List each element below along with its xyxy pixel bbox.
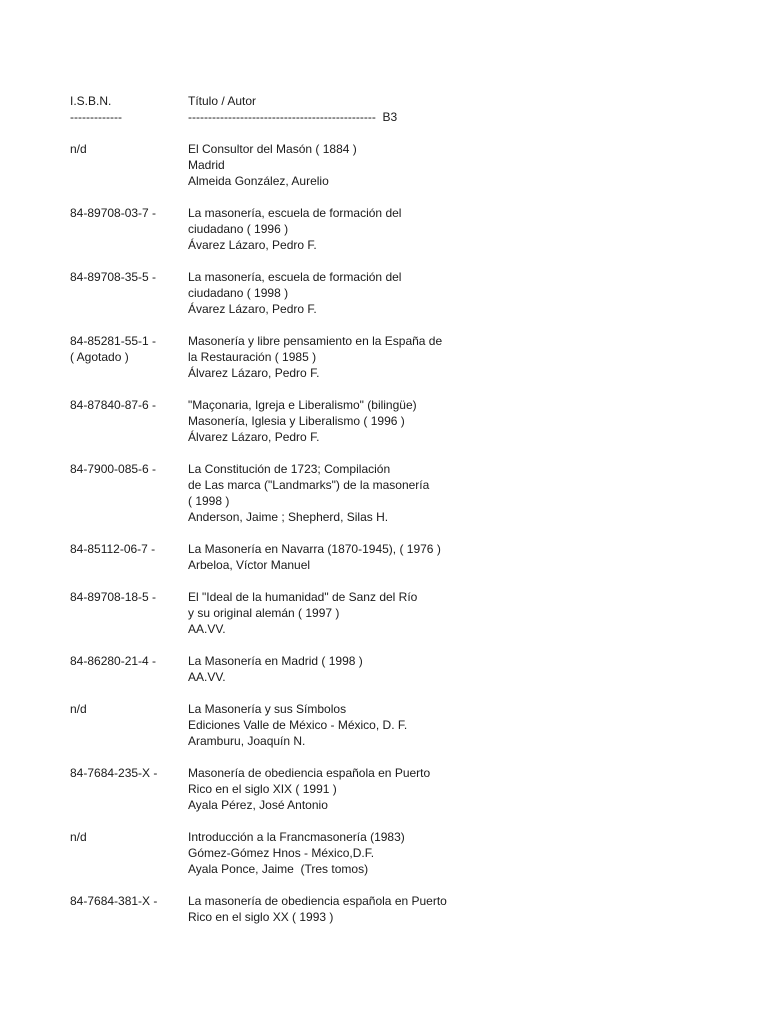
title-author-line: Rico en el siglo XIX ( 1991 ) [188, 782, 337, 796]
title-author-line: de Las marca ("Landmarks") de la masonería [188, 478, 430, 492]
title-author-line: Almeida González, Aurelio [188, 174, 329, 188]
isbn-text: 84-89708-35-5 - [70, 270, 157, 284]
title-author-cell [188, 205, 488, 253]
book-entry [70, 701, 710, 749]
title-author-cell [188, 829, 488, 877]
book-entry [70, 541, 710, 573]
title-author-line: La Masonería en Navarra (1870-1945), ( 1976 ) [188, 542, 441, 556]
isbn-cell [70, 269, 188, 285]
title-author-cell [188, 653, 488, 685]
isbn-text: 84-85112-06-7 - [70, 542, 156, 556]
title-author-line: "Maçonaria, Igreja e Liberalismo" (bilingüe) [188, 398, 417, 412]
title-author-line: Anderson, Jaime ; Shepherd, Silas H. [188, 510, 389, 524]
isbn-cell [70, 541, 188, 557]
isbn-column-label: I.S.B.N. [70, 94, 112, 108]
title-author-line: Madrid [188, 158, 225, 172]
title-author-line: La masonería de obediencia española en Puerto [188, 894, 447, 908]
title-author-line: La masonería, escuela de formación del [188, 206, 402, 220]
title-author-cell [188, 765, 488, 813]
book-entry [70, 893, 710, 925]
title-author-line: Masonería de obediencia española en Puerto [188, 766, 431, 780]
title-author-line: Rico en el siglo XX ( 1993 ) [188, 910, 334, 924]
isbn-column-rule: ------------- [70, 110, 122, 124]
title-author-line: ( 1998 ) [188, 494, 230, 508]
title-author-cell [188, 589, 488, 637]
title-author-cell [188, 701, 488, 749]
isbn-cell [70, 461, 188, 477]
book-entry [70, 653, 710, 685]
book-entry [70, 829, 710, 877]
isbn-cell [70, 701, 188, 717]
isbn-cell [70, 205, 188, 221]
title-author-line: Álvarez Lázaro, Pedro F. [188, 366, 320, 380]
column-header [70, 93, 710, 125]
header-rule-row [70, 109, 710, 125]
title-column-rule: ----------------------------------------------- B3 [188, 110, 398, 124]
title-author-line: Álvarez Lázaro, Pedro F. [188, 430, 320, 444]
title-author-line: AA.VV. [188, 622, 226, 636]
book-entry [70, 141, 710, 189]
book-list [70, 141, 710, 941]
title-author-line: Ayala Pérez, José Antonio [188, 798, 328, 812]
book-entry [70, 461, 710, 525]
isbn-text: 84-87840-87-6 - [70, 398, 157, 412]
title-author-line: Ediciones Valle de México - México, D. F. [188, 718, 408, 732]
title-author-cell [188, 541, 488, 573]
title-author-cell [188, 333, 488, 381]
isbn-text: 84-85281-55-1 - [70, 334, 157, 348]
title-author-cell [188, 461, 488, 525]
title-author-line: Introducción a la Francmasonería (1983) [188, 830, 405, 844]
title-author-line: Ávarez Lázaro, Pedro F. [188, 302, 317, 316]
isbn-cell [70, 653, 188, 669]
title-author-line: Masonería y libre pensamiento en la España de [188, 334, 443, 348]
book-entry [70, 205, 710, 253]
title-author-line: La Masonería y sus Símbolos [188, 702, 347, 716]
isbn-text: 84-86280-21-4 - [70, 654, 157, 668]
title-author-line: ciudadano ( 1996 ) [188, 222, 289, 236]
title-author-line: y su original alemán ( 1997 ) [188, 606, 340, 620]
title-author-line: El "Ideal de la humanidad" de Sanz del Río [188, 590, 418, 604]
isbn-cell [70, 765, 188, 781]
isbn-text: n/d [70, 142, 87, 156]
isbn-text: 84-7900-085-6 - [70, 462, 157, 476]
header-labels-row [70, 93, 710, 109]
isbn-cell [70, 333, 188, 365]
title-author-line: La Masonería en Madrid ( 1998 ) [188, 654, 363, 668]
title-column-label: Título / Autor [188, 94, 257, 108]
title-author-line: AA.VV. [188, 670, 226, 684]
title-author-line: la Restauración ( 1985 ) [188, 350, 317, 364]
isbn-text: 84-7684-235-X - [70, 766, 158, 780]
title-author-line: Aramburu, Joaquín N. [188, 734, 306, 748]
title-author-line: ciudadano ( 1998 ) [188, 286, 289, 300]
title-author-line: El Consultor del Masón ( 1884 ) [188, 142, 357, 156]
isbn-text: n/d [70, 702, 87, 716]
title-author-line: Masonería, Iglesia y Liberalismo ( 1996 ) [188, 414, 405, 428]
isbn-cell [70, 893, 188, 909]
title-author-cell [188, 141, 488, 189]
title-author-cell [188, 397, 488, 445]
isbn-cell [70, 397, 188, 413]
isbn-cell [70, 829, 188, 845]
book-entry [70, 397, 710, 445]
book-entry [70, 269, 710, 317]
title-author-cell [188, 893, 488, 925]
title-author-line: La Constitución de 1723; Compilación [188, 462, 391, 476]
isbn-text: 84-7684-381-X - [70, 894, 158, 908]
title-author-line: Ayala Ponce, Jaime (Tres tomos) [188, 862, 369, 876]
isbn-text: 84-89708-18-5 - [70, 590, 157, 604]
title-author-cell [188, 269, 488, 317]
isbn-cell [70, 141, 188, 157]
isbn-text: n/d [70, 830, 87, 844]
title-author-line: Gómez-Gómez Hnos - México,D.F. [188, 846, 375, 860]
title-author-line: La masonería, escuela de formación del [188, 270, 402, 284]
book-entry [70, 333, 710, 381]
title-author-line: Arbeloa, Víctor Manuel [188, 558, 311, 572]
isbn-text: 84-89708-03-7 - [70, 206, 157, 220]
book-entry [70, 765, 710, 813]
book-entry [70, 589, 710, 637]
isbn-text: ( Agotado ) [70, 350, 129, 364]
title-author-line: Ávarez Lázaro, Pedro F. [188, 238, 317, 252]
isbn-cell [70, 589, 188, 605]
